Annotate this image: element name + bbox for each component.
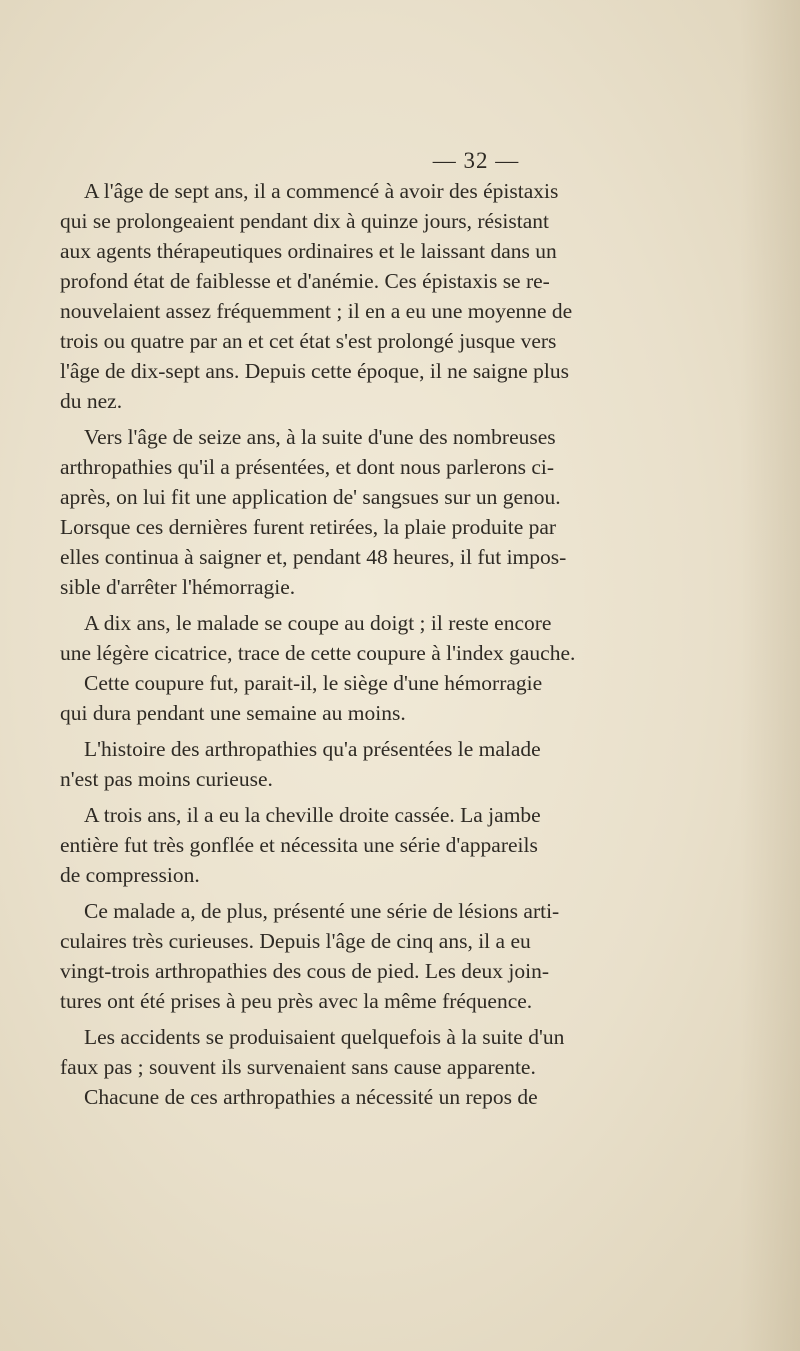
text-line: Cette coupure fut, parait-il, le siège d'une hémorragie — [84, 671, 543, 695]
text-line: A l'âge de sept ans, il a commencé à avoir des épistaxis — [84, 179, 559, 203]
text-line: l'âge de dix-sept ans. Depuis cette époque, il ne saigne plus — [60, 359, 569, 383]
text-line: elles continua à saigner et, pendant 48 heures, il fut impos- — [60, 545, 567, 569]
page-edge-shadow — [740, 0, 800, 1351]
text-line: sible d'arrêter l'hémorragie. — [60, 575, 296, 599]
text-line: nouvelaient assez fréquemment ; il en a eu une moyenne de — [60, 299, 573, 323]
text-line: A dix ans, le malade se coupe au doigt ; il reste encore — [84, 611, 552, 635]
text-line: qui dura pendant une semaine au moins. — [60, 701, 406, 725]
text-line: Chacune de ces arthropathies a nécessité un repos de — [84, 1085, 538, 1109]
text-line: Les accidents se produisaient quelquefois à la suite d'un — [84, 1025, 565, 1049]
text-line: L'histoire des arthropathies qu'a présentées le malade — [84, 737, 541, 761]
text-line: tures ont été prises à peu près avec la même fréquence. — [60, 989, 533, 1013]
text-line: vingt-trois arthropathies des cous de pied. Les deux join- — [60, 959, 550, 983]
text-line: trois ou quatre par an et cet état s'est prolongé jusque vers — [60, 329, 557, 353]
text-line: Ce malade a, de plus, présenté une série de lésions arti- — [84, 899, 560, 923]
text-line: de compression. — [60, 863, 200, 887]
text-line: aux agents thérapeutiques ordinaires et le laissant dans un — [60, 239, 557, 263]
text-line: profond état de faiblesse et d'anémie. Ces épistaxis se re- — [60, 269, 550, 293]
text-line: entière fut très gonflée et nécessita une série d'appareils — [60, 833, 538, 857]
text-line: Vers l'âge de seize ans, à la suite d'une des nombreuses — [84, 425, 556, 449]
text-line: du nez. — [60, 389, 123, 413]
text-line: après, on lui fit une application de' sangsues sur un genou. — [60, 485, 561, 509]
text-line: n'est pas moins curieuse. — [60, 767, 273, 791]
page-number: — 32 — — [432, 148, 520, 173]
text-line: culaires très curieuses. Depuis l'âge de cinq ans, il a eu — [60, 929, 531, 953]
text-line: une légère cicatrice, trace de cette coupure à l'index gauche. — [60, 641, 576, 665]
text-line: Lorsque ces dernières furent retirées, la plaie produite par — [60, 515, 557, 539]
text-line: qui se prolongeaient pendant dix à quinze jours, résistant — [60, 209, 549, 233]
text-line: faux pas ; souvent ils survenaient sans cause apparente. — [60, 1055, 536, 1079]
text-line: arthropathies qu'il a présentées, et dont nous parlerons ci- — [60, 455, 555, 479]
text-line: A trois ans, il a eu la cheville droite cassée. La jambe — [84, 803, 541, 827]
